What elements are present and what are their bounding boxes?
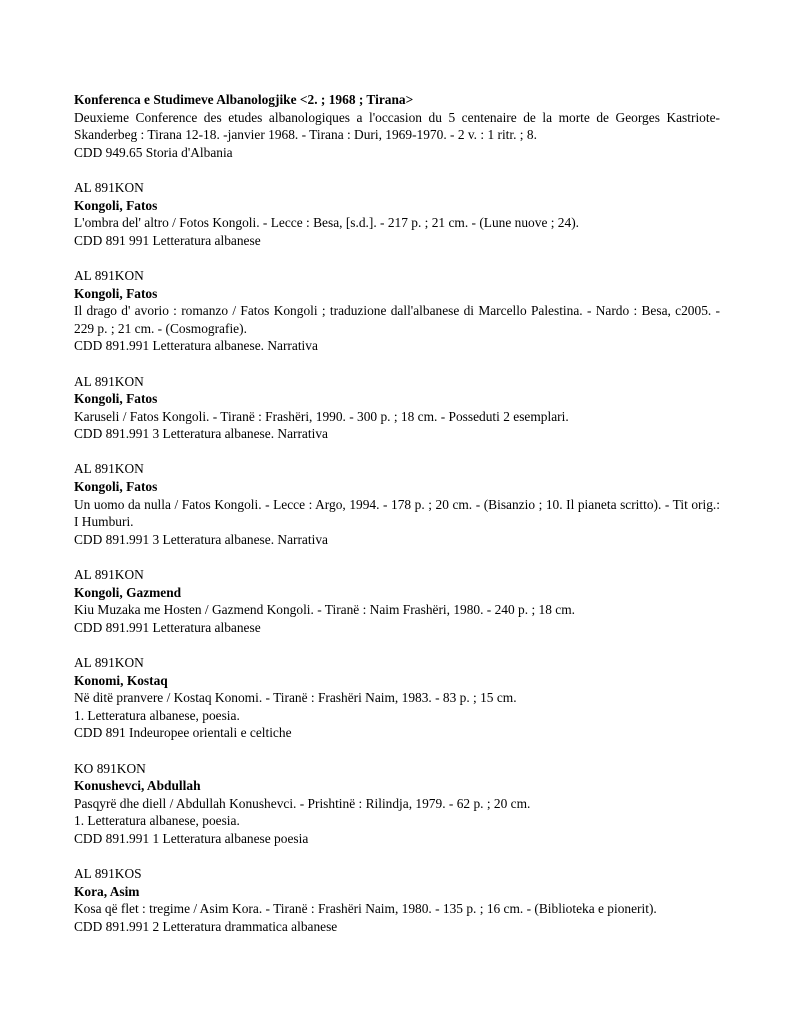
entry-description: Karuseli / Fatos Kongoli. - Tiranë : Frashëri, 1990. - 300 p. ; 18 cm. - Posseduti 2 esemplari. [74,408,569,424]
entry-description: Il drago d' avorio : romanzo / Fatos Kongoli ; traduzione dall'albanese di Marcello Palestina. - Nardo : Besa, c2005. - 229 p. ; 21 cm. - (Cosmografie). [74,303,720,336]
entry-description: L'ombra del' altro / Fotos Kongoli. - Lecce : Besa, [s.d.]. - 217 p. ; 21 cm. - (Lune nuove ; 24). [74,215,579,231]
catalog-entry [74,566,720,636]
catalog-entry [74,267,720,355]
entry-classification: CDD 891.991 3 Letteratura albanese. Narrativa [74,531,328,547]
entry-classification: CDD 891.991 2 Letteratura drammatica albanese [74,918,338,934]
entry-shelfmark: AL 891KON [74,179,144,195]
entry-description: Un uomo da nulla / Fatos Kongoli. - Lecce : Argo, 1994. - 178 p. ; 20 cm. - (Bisanzio ; 10. Il pianeta scritto). - Tit orig.: I Humburi. [74,496,720,530]
entry-shelfmark: AL 891KON [74,567,144,583]
catalog-entry [74,760,720,848]
entry-classification: CDD 949.65 Storia d'Albania [74,144,233,160]
entry-classification: CDD 891.991 Letteratura albanese. Narrativa [74,338,318,354]
entry-description: Kosa që flet : tregime / Asim Kora. - Tiranë : Frashëri Naim, 1980. - 135 p. ; 16 cm. - (Biblioteka e pionerit). [74,901,657,917]
entry-description: Pasqyrë dhe diell / Abdullah Konushevci. - Prishtinë : Rilindja, 1979. - 62 p. ; 20 cm. [74,795,531,811]
entry-description: Deuxieme Conference des etudes albanologiques a l'occasion du 5 centenaire de la morte de Georges Kastriote-Skanderbeg : Tirana 12-18. -janvier 1968. - Tirana : Duri, 1969-1970. - 2 v. : 1 ritr. ; 8. [74,109,720,143]
catalog-page [74,91,720,953]
entry-description: Kiu Muzaka me Hosten / Gazmend Kongoli. - Tiranë : Naim Frashëri, 1980. - 240 p. ; 18 cm. [74,602,575,618]
entry-shelfmark: AL 891KON [74,461,144,477]
catalog-entry [74,460,720,548]
entry-classification: CDD 891.991 1 Letteratura albanese poesia [74,830,309,846]
entry-description: Në ditë pranvere / Kostaq Konomi. - Tiranë : Frashëri Naim, 1983. - 83 p. ; 15 cm. [74,690,517,706]
entry-heading: Kora, Asim [74,883,140,899]
entry-classification: CDD 891.991 3 Letteratura albanese. Narrativa [74,426,328,442]
entry-shelfmark: KO 891KON [74,760,146,776]
catalog-entry [74,373,720,443]
entry-shelfmark: AL 891KON [74,373,144,389]
entry-heading: Kongoli, Fatos [74,197,158,213]
catalog-entry [74,91,720,161]
entry-heading: Konomi, Kostaq [74,672,168,688]
entry-heading: Konushevci, Abdullah [74,778,201,794]
entry-classification: CDD 891.991 Letteratura albanese [74,619,261,635]
catalog-entry [74,865,720,935]
entry-heading: Kongoli, Gazmend [74,584,182,600]
entry-shelfmark: AL 891KON [74,267,144,283]
entry-classification: CDD 891 Indeuropee orientali e celtiche [74,725,292,741]
entry-heading: Kongoli, Fatos [74,479,158,495]
entry-heading: Kongoli, Fatos [74,285,158,301]
entry-shelfmark: AL 891KON [74,655,144,670]
catalog-entry [74,179,720,249]
catalog-entry [74,654,720,742]
entry-classification: CDD 891 991 Letteratura albanese [74,232,261,248]
entry-heading: Konferenca e Studimeve Albanologjike <2. ; 1968 ; Tirana> [74,92,414,107]
entry-subject: 1. Letteratura albanese, poesia. [74,707,240,723]
entry-heading: Kongoli, Fatos [74,391,158,407]
entry-subject: 1. Letteratura albanese, poesia. [74,813,240,829]
entry-shelfmark: AL 891KOS [74,866,142,882]
